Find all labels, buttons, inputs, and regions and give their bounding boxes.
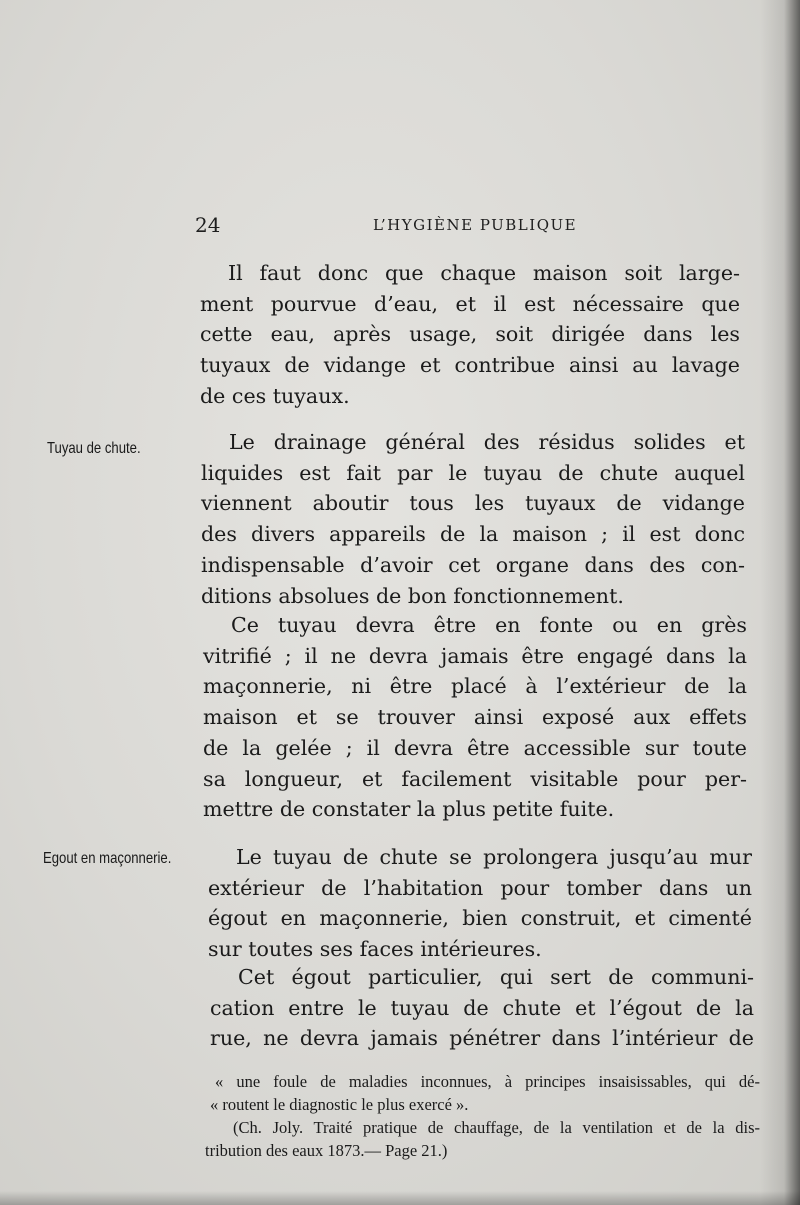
text-line: tuyaux de vidange et contribue ainsi au lavage	[200, 353, 740, 378]
text-line: sa longueur, et facilement visitable pour per-	[203, 766, 747, 791]
running-title: L’HYGIÈNE PUBLIQUE	[373, 216, 578, 234]
text-line: cation entre le tuyau de chute et l’égout de la	[210, 995, 754, 1020]
text-line: Cet égout particulier, qui sert de communi-	[238, 965, 754, 989]
text-line: Le drainage général des résidus solides et	[229, 430, 745, 454]
paragraph-1	[200, 258, 740, 412]
text-line: mettre de constater la plus petite fuite.	[203, 797, 615, 822]
text-line: ment pourvue d’eau, et il est nécessaire que	[200, 291, 740, 316]
page-number: 24	[195, 213, 221, 237]
text-line: viennent aboutir tous les tuyaux de vidange	[201, 491, 745, 516]
page-edge-shadow	[760, 0, 800, 1205]
text-line: maison et se trouver ainsi exposé aux effets	[203, 705, 747, 730]
text-line: Le tuyau de chute se prolongera jusqu’au mur	[236, 845, 752, 869]
footnote-line: « une foule de maladies inconnues, à principes insaisissables, qui dé-	[215, 1072, 760, 1091]
text-line: ditions absolues de bon fonctionnement.	[201, 583, 624, 608]
text-line: égout en maçonnerie, bien construit, et cimenté	[208, 906, 752, 931]
text-line: des divers appareils de la maison ; il est donc	[201, 522, 745, 547]
page-header	[195, 213, 755, 237]
text-line: indispensable d’avoir cet organe dans des con-	[201, 552, 745, 577]
text-line: rue, ne devra jamais pénétrer dans l’intérieur de	[210, 1026, 754, 1051]
paragraph-2	[201, 427, 745, 611]
text-line: Ce tuyau devra être en fonte ou en grès	[231, 613, 747, 637]
footnote-line: tribution des eaux 1873.— Page 21.)	[205, 1141, 448, 1160]
text-line: extérieur de l’habitation pour tomber dans un	[208, 875, 752, 900]
text-line: de la gelée ; il devra être accessible sur toute	[203, 735, 747, 760]
footnote-block	[205, 1070, 760, 1162]
footnote-line: « routent le diagnostic le plus exercé ».	[210, 1095, 469, 1114]
text-line: sur toutes ses faces intérieures.	[208, 937, 542, 962]
text-line: vitrifié ; il ne devra jamais être engagé dans la	[203, 643, 747, 668]
text-line: cette eau, après usage, soit dirigée dans les	[200, 322, 740, 347]
page-bottom-shadow	[0, 1191, 800, 1205]
paragraph-4	[208, 842, 752, 965]
paragraph-3	[203, 610, 747, 825]
text-line: de ces tuyaux.	[200, 383, 350, 408]
paragraph-5	[210, 962, 754, 1054]
margin-note-tuyau-de-chute: Tuyau de chute.	[47, 440, 141, 457]
text-line: maçonnerie, ni être placé à l’extérieur de la	[203, 674, 747, 699]
text-line: Il faut donc que chaque maison soit large-	[228, 261, 740, 285]
margin-note-egout-en-maconnerie: Egout en maçonnerie.	[43, 850, 172, 867]
footnote-line: (Ch. Joly. Traité pratique de chauffage, de la ventilation et de la dis-	[233, 1118, 760, 1137]
text-line: liquides est fait par le tuyau de chute auquel	[201, 460, 745, 485]
